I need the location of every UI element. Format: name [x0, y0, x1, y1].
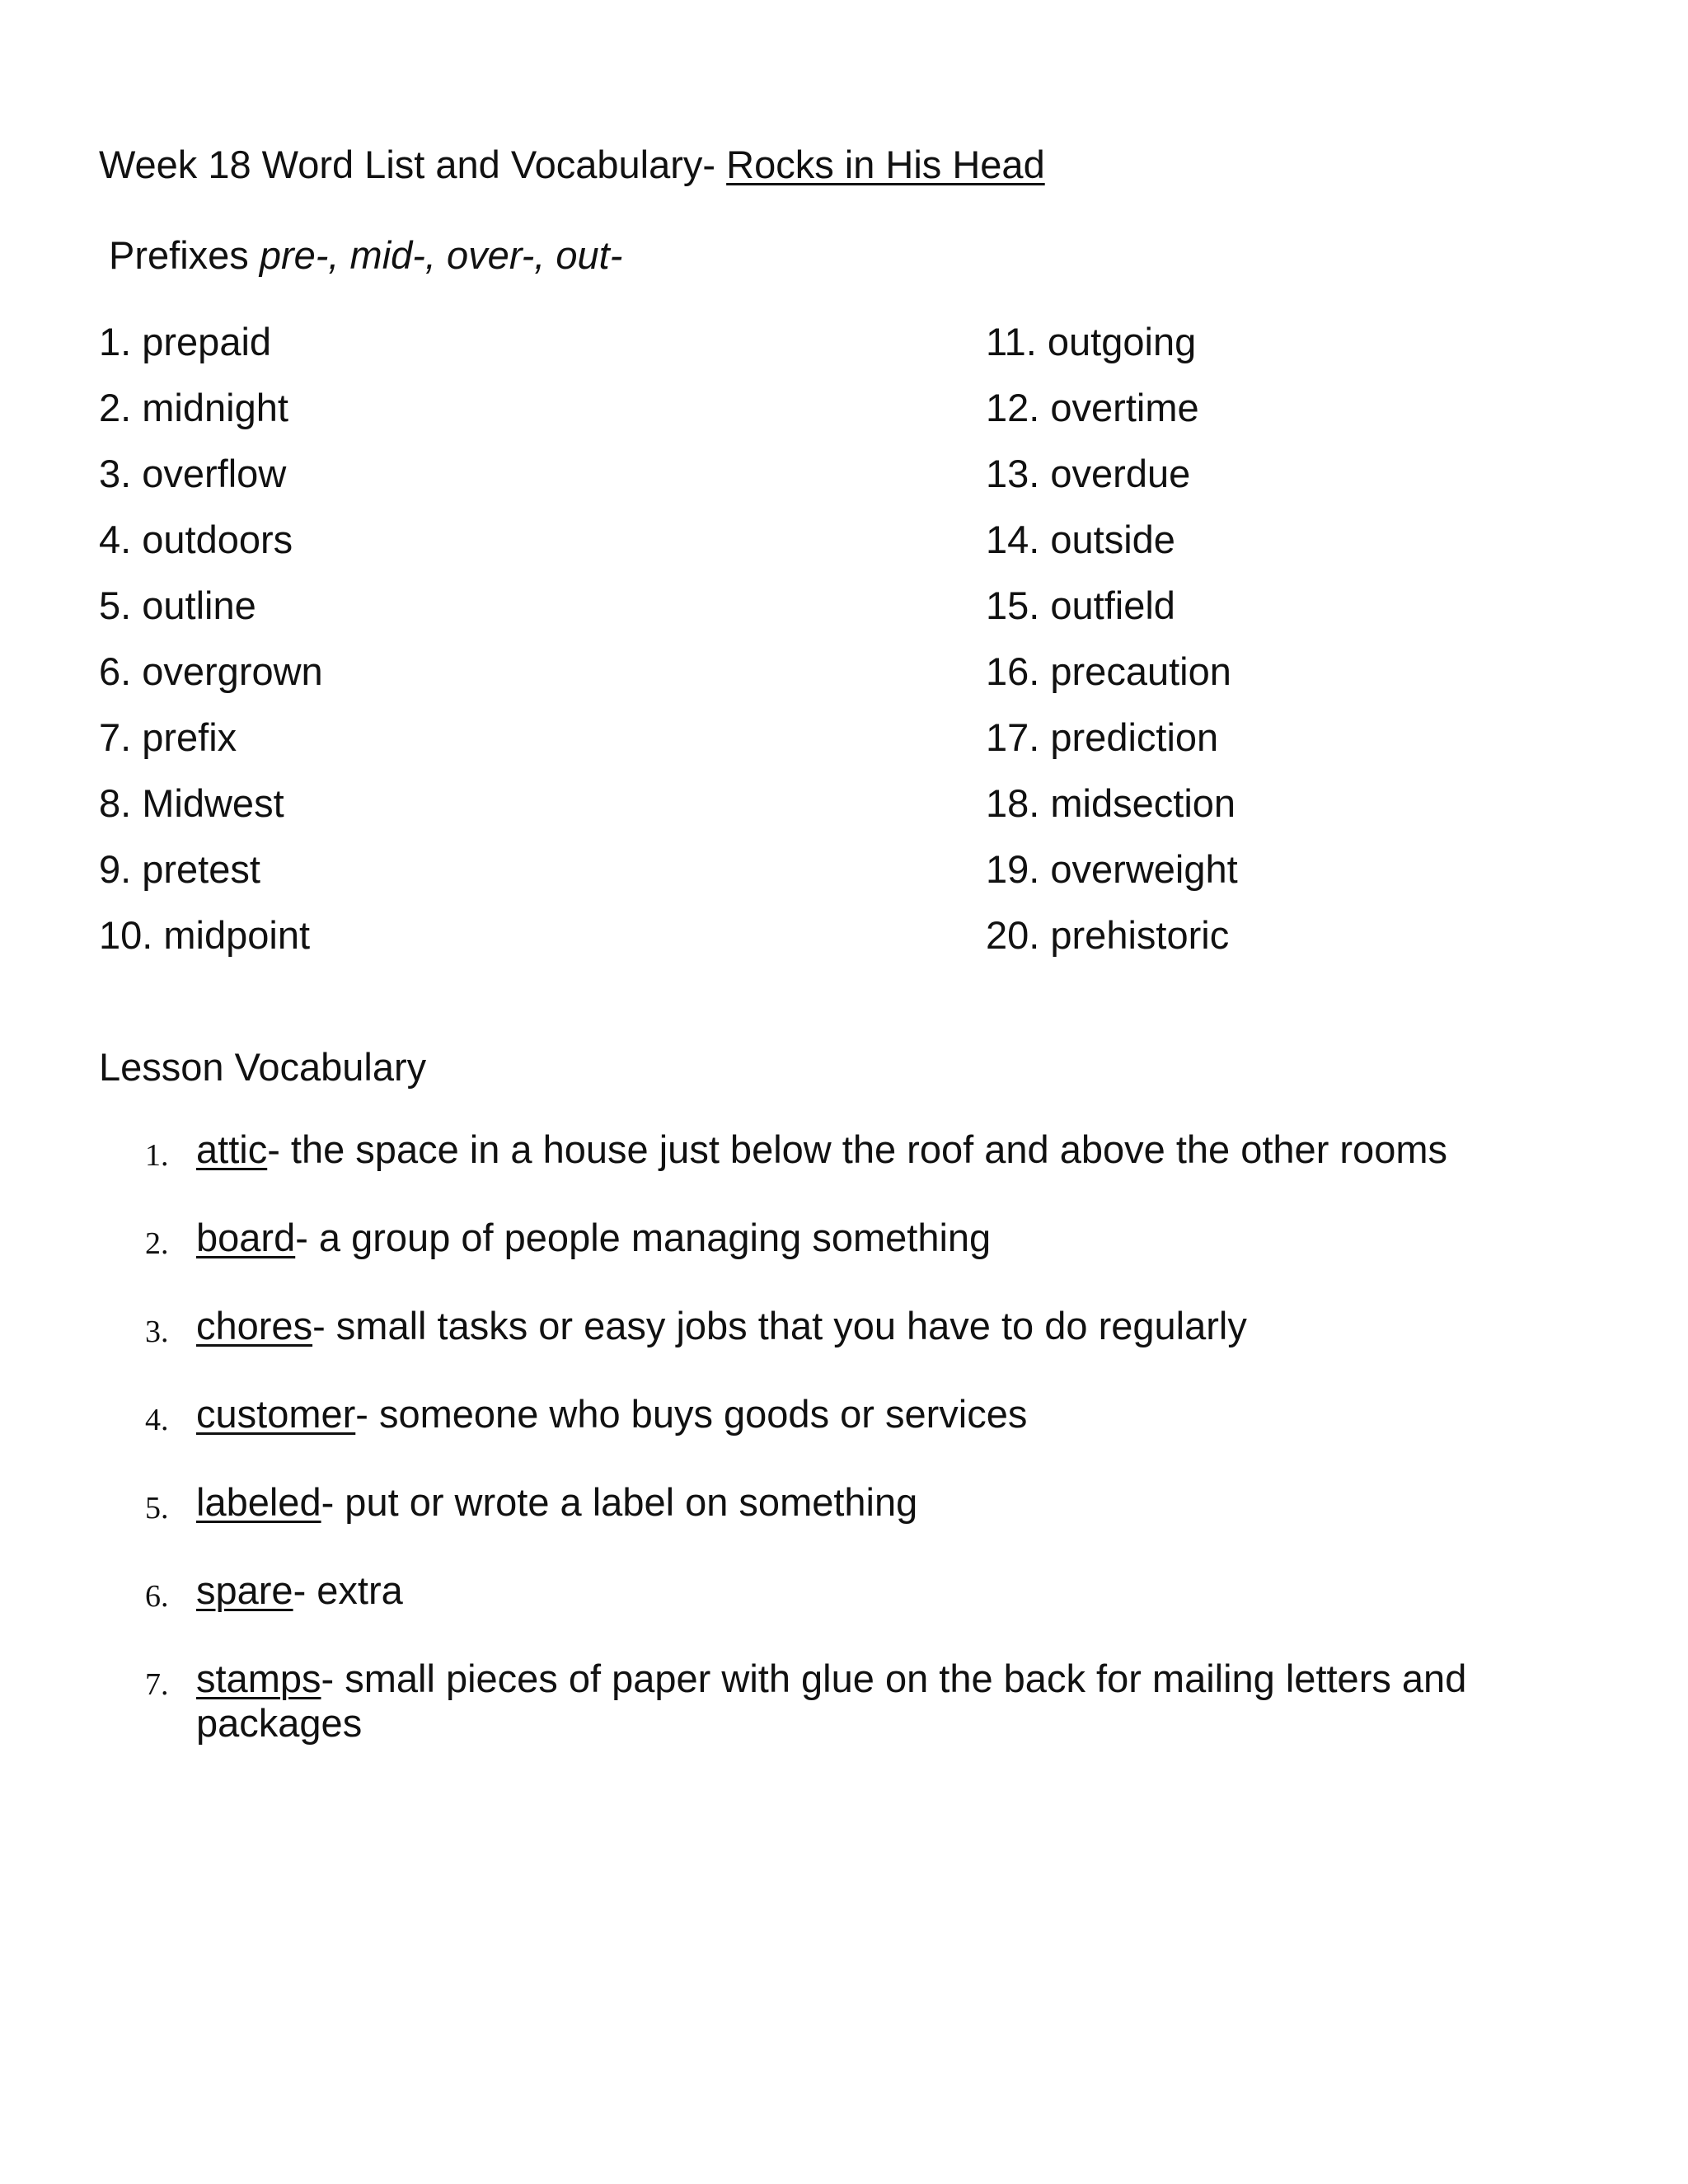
word-list-item: 13. overdue [986, 452, 1191, 495]
word-list-item: 12. overtime [986, 386, 1199, 429]
vocabulary-definition: - small pieces of paper with glue on the back for mailing letters and packages [196, 1657, 1467, 1745]
vocabulary-definition: - small tasks or easy jobs that you have to do regularly [312, 1304, 1247, 1347]
word-list-item: 3. overflow [99, 452, 287, 495]
book-title: Rocks in His Head [726, 143, 1045, 186]
vocabulary-number: 3. [145, 1315, 169, 1349]
vocabulary-entry [196, 1216, 1482, 1260]
vocabulary-number: 1. [145, 1138, 169, 1173]
vocabulary-item [0, 1568, 1688, 1657]
word-list-left-column [99, 317, 323, 977]
vocabulary-term: attic [196, 1127, 268, 1171]
prefixes-line [109, 231, 622, 280]
vocabulary-term: customer [196, 1392, 356, 1436]
word-list-item: 1. prepaid [99, 320, 272, 363]
word-list-item: 5. outline [99, 583, 256, 627]
vocabulary-entry [196, 1127, 1482, 1172]
vocabulary-item [0, 1304, 1688, 1392]
title-text: Week 18 Word List and Vocabulary- [99, 143, 727, 186]
word-list-item: 4. outdoors [99, 518, 293, 561]
vocabulary-definition: - the space in a house just below the roof and above the other rooms [267, 1127, 1447, 1171]
vocabulary-number: 5. [145, 1491, 169, 1526]
word-list-item: 19. overweight [986, 847, 1238, 891]
word-list-item: 20. prehistoric [986, 913, 1230, 957]
vocabulary-term: stamps [196, 1657, 321, 1700]
prefixes-label: Prefixes [109, 233, 260, 277]
word-list-item: 14. outside [986, 518, 1175, 561]
vocabulary-definition: - a group of people managing something [295, 1216, 992, 1259]
word-list-item: 10. midpoint [99, 913, 311, 957]
vocabulary-number: 2. [145, 1226, 169, 1261]
vocabulary-entry [196, 1657, 1482, 1746]
word-list-right-column [986, 317, 1238, 977]
vocabulary-term: chores [196, 1304, 313, 1347]
vocabulary-item [0, 1392, 1688, 1480]
vocabulary-list [0, 1127, 1688, 1745]
page-title [99, 140, 1045, 190]
word-list-item: 18. midsection [986, 781, 1236, 825]
word-list-item: 11. outgoing [986, 320, 1197, 363]
prefixes-forms: pre-, mid-, over-, out- [259, 233, 623, 277]
vocabulary-term: labeled [196, 1480, 321, 1524]
word-list-item: 9. pretest [99, 847, 260, 891]
vocabulary-entry [196, 1392, 1482, 1436]
vocabulary-heading: Lesson Vocabulary [99, 1045, 427, 1089]
vocabulary-term: spare [196, 1568, 293, 1612]
vocabulary-entry [196, 1568, 1482, 1613]
word-list-item: 17. prediction [986, 715, 1219, 759]
vocabulary-item [0, 1657, 1688, 1745]
vocabulary-number: 7. [145, 1667, 169, 1702]
vocabulary-entry [196, 1480, 1482, 1525]
word-list-item: 8. Midwest [99, 781, 284, 825]
word-list-item: 7. prefix [99, 715, 237, 759]
word-list-item: 6. overgrown [99, 649, 323, 693]
vocabulary-entry [196, 1304, 1482, 1348]
vocabulary-term: board [196, 1216, 296, 1259]
word-list-item: 2. midnight [99, 386, 288, 429]
vocabulary-definition: - put or wrote a label on something [321, 1480, 918, 1524]
vocabulary-item [0, 1127, 1688, 1216]
word-list-item: 15. outfield [986, 583, 1175, 627]
vocabulary-number: 6. [145, 1579, 169, 1614]
word-list-item: 16. precaution [986, 649, 1231, 693]
vocabulary-item [0, 1216, 1688, 1304]
vocabulary-number: 4. [145, 1403, 169, 1437]
vocabulary-item [0, 1480, 1688, 1568]
vocabulary-definition: - someone who buys goods or services [355, 1392, 1028, 1436]
vocabulary-definition: - extra [293, 1568, 403, 1612]
